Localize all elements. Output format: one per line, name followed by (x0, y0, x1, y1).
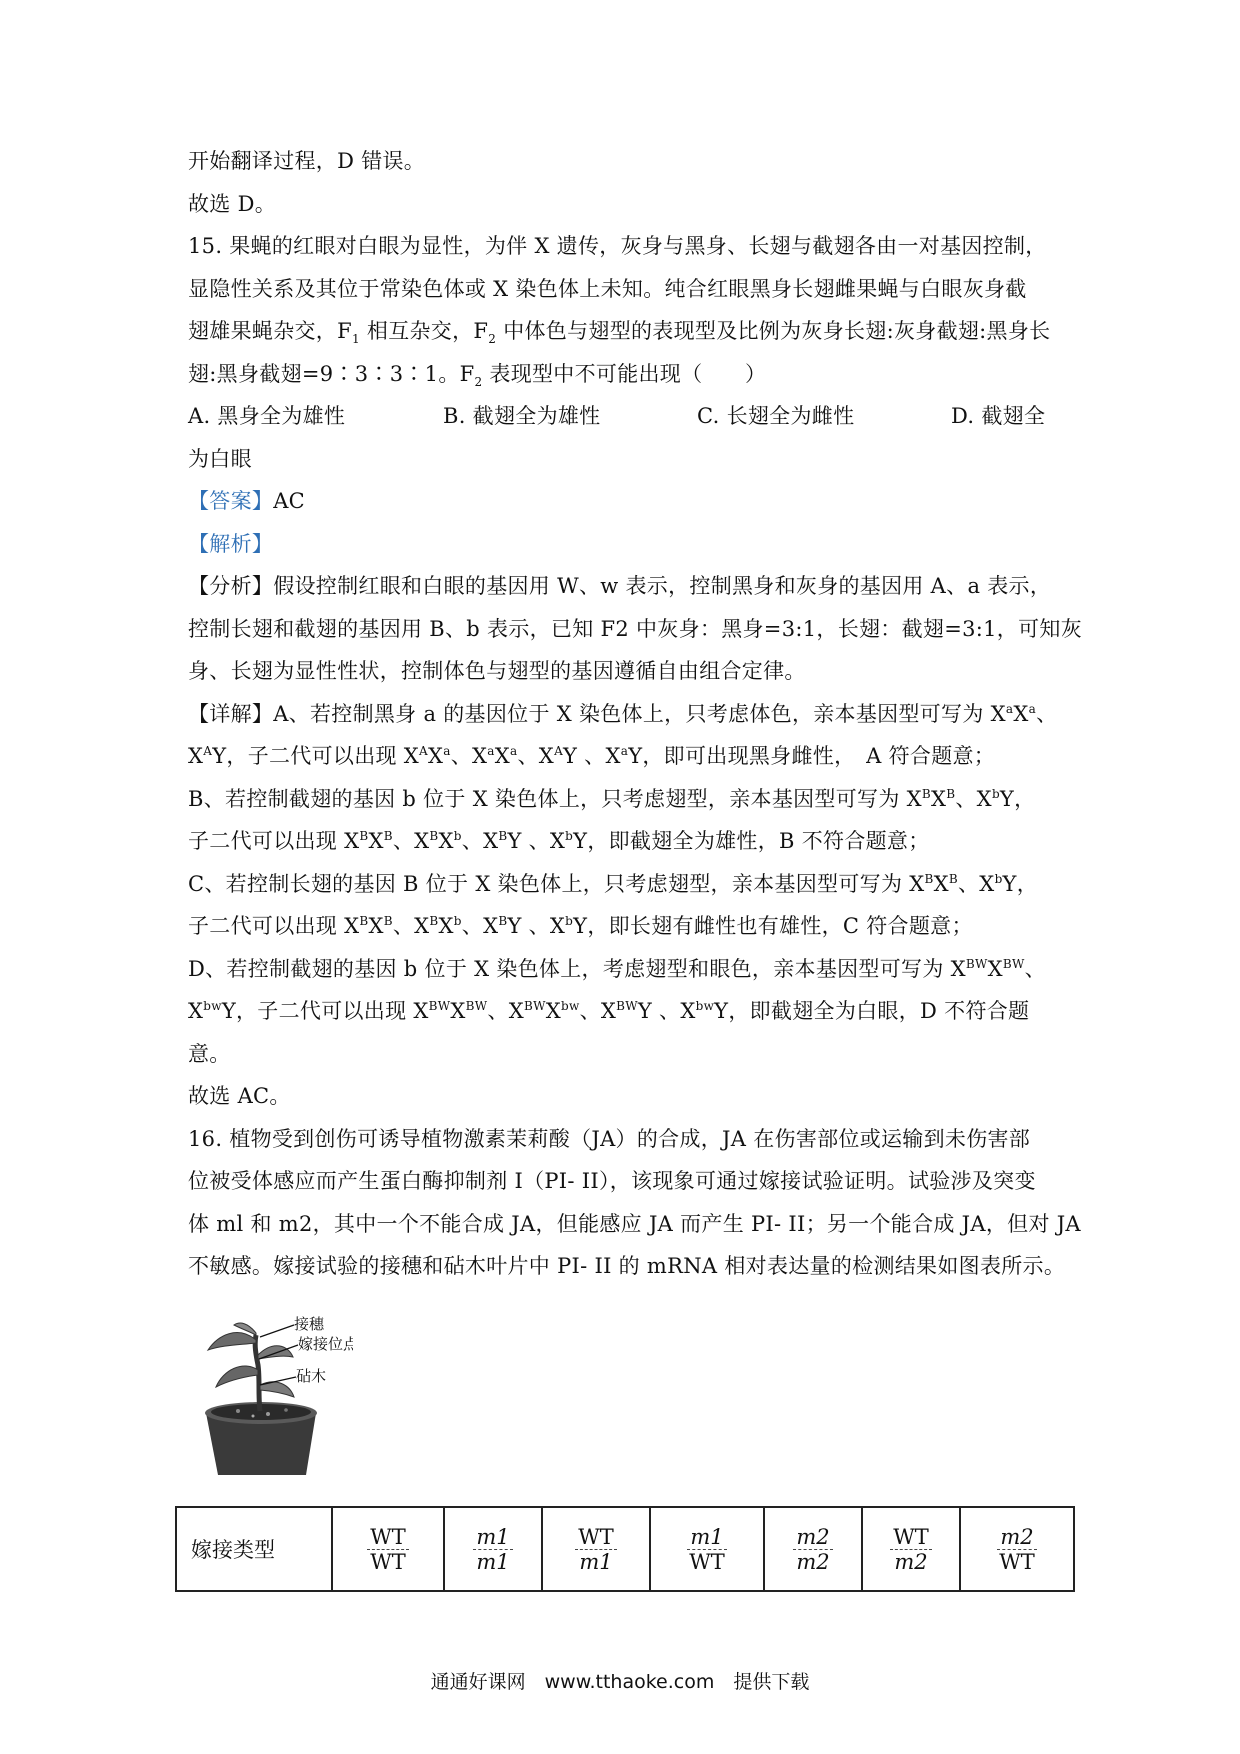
graft-cell: $\frac{m1}{WT}$ (650, 1507, 764, 1591)
table-header-cell: 嫁接类型 (176, 1507, 332, 1591)
page-footer: 通通好课网 www.tthaoke.com 提供下载 (430, 1671, 810, 1693)
plant-pot-illustration (198, 1315, 353, 1485)
analysis-tag: 【解析】 (188, 531, 274, 556)
graft-cell: $\frac{m1}{m1}$ (444, 1507, 542, 1591)
graft-cell: $\frac{WT}{WT}$ (332, 1507, 444, 1591)
detail-line: $X^AY$，子二代可以出现 $X^AX^a$、$X^aX^a$、$X^AY$ 、$X^aY$，即可出现黑身雌性， A 符合题意； (188, 744, 996, 768)
text-line: 故选 D。 (188, 191, 277, 216)
detail-line: 子二代可以出现 $X^BX^B$、$X^BX^b$、$X^BY$ 、$X^bY$，即截翅全为雄性，B 不符合题意； (188, 829, 930, 853)
option-c: C. 长翅全为雌性 (697, 404, 855, 428)
detail-line: $X^{bw}Y$，子二代可以出现 $X^{BW}X^{BW}$、$X^{BW}X^{bw}$、$X^{BW}Y$ 、$X^{bw}Y$，即截翅全为白眼，D 不符合题 (188, 999, 1030, 1023)
detail-line: 【详解】A、若控制黑身 a 的基因位于 X 染色体上，只考虑体色，亲本基因型可写为 $X^aX^a$、 (188, 701, 1058, 726)
label-rootstock: 砧木 (296, 1367, 327, 1385)
analysis-line: 身、长翅为显性性状，控制体色与翅型的基因遵循自由组合定律。 (188, 659, 806, 683)
grafted-plant-figure (198, 1315, 353, 1485)
detail-line: C、若控制长翅的基因 B 位于 X 染色体上，只考虑翅型，亲本基因型可写为 $X^BX^B$、$X^bY$， (188, 871, 1039, 896)
question-16-line: 位被受体感应而产生蛋白酶抑制剂 I（PI- II），该现象可通过嫁接试验证明。试验涉及突变 (188, 1169, 1036, 1193)
answer-tag: 【答案】 (188, 489, 274, 513)
option-d: D. 截翅全 (951, 404, 1046, 428)
option-d-continued: 为白眼 (188, 446, 252, 471)
graft-cell: $\frac{WT}{m1}$ (542, 1507, 650, 1591)
question-16-line: 16. 植物受到创伤可诱导植物激素茉莉酸（JA）的合成，JA 在伤害部位或运输到未伤害部 (188, 1126, 1031, 1151)
analysis-line: 【分析】假设控制红眼和白眼的基因用 W、w 表示，控制黑身和灰身的基因用 A、a 表示， (188, 574, 1052, 598)
question-15-line: 翅:黑身截翅=9∶3∶3∶1。$F_2$ 表现型中不可能出现（ ） (188, 361, 767, 389)
analysis-line: 控制长翅和截翅的基因用 B、b 表示，已知 F2 中灰身：黑身=3:1，长翅：截翅=3:1，可知灰 (188, 616, 1082, 641)
table-row (176, 1507, 1074, 1591)
option-b: B. 截翅全为雄性 (443, 404, 601, 428)
question-15-line: 显隐性关系及其位于常染色体或 X 染色体上未知。纯合红眼黑身长翅雌果蝇与白眼灰身截 (188, 276, 1027, 301)
detail-line: B、若控制截翅的基因 b 位于 X 染色体上，只考虑翅型，亲本基因型可写为 $X^BX^B$、$X^bY$， (188, 786, 1036, 811)
graft-cell: $\frac{WT}{m2}$ (862, 1507, 960, 1591)
answer-value: AC (273, 489, 306, 513)
graft-cell: $\frac{m2}{m2}$ (764, 1507, 862, 1591)
options-row (188, 395, 1058, 438)
detail-line: D、若控制截翅的基因 b 位于 X 染色体上，考虑翅型和眼色，亲本基因型可写为 $X^{BW}X^{BW}$、 (188, 956, 1046, 981)
detail-line: 子二代可以出现 $X^BX^B$、$X^BX^b$、$X^BY$ 、$X^bY$，即长翅有雌性也有雄性，C 符合题意； (188, 914, 973, 938)
question-16-line: 不敏感。嫁接试验的接穗和砧木叶片中 PI- II 的 mRNA 相对表达量的检测结果如图表所示。 (188, 1254, 1066, 1278)
detail-line: 意。 (188, 1041, 231, 1066)
document-body (188, 140, 1082, 1288)
graft-cell: $\frac{m2}{WT}$ (960, 1507, 1074, 1591)
question-15-line: 15. 果蝇的红眼对白眼为显性，为伴 X 遗传，灰身与黑身、长翅与截翅各由一对基因控制， (188, 234, 1047, 258)
label-graft-site: 嫁接位点 (298, 1335, 353, 1353)
question-15-line: 翅雄果蝇杂交，$F_1$ 相互杂交，$F_2$ 中体色与翅型的表现型及比例为灰身长翅:灰身截翅:黑身长 (188, 319, 1051, 347)
graft-type-table (175, 1506, 1075, 1592)
answer-line (188, 480, 1058, 523)
text-line: 开始翻译过程，D 错误。 (188, 149, 426, 173)
question-16-line: 体 ml 和 m2，其中一个不能合成 JA，但能感应 JA 而产生 PI- II；另一个能合成 JA，但对 JA (188, 1211, 1081, 1236)
conclusion-line: 故选 AC。 (188, 1084, 291, 1108)
label-scion: 接穗 (294, 1315, 325, 1333)
option-a: A. 黑身全为雄性 (188, 404, 346, 428)
